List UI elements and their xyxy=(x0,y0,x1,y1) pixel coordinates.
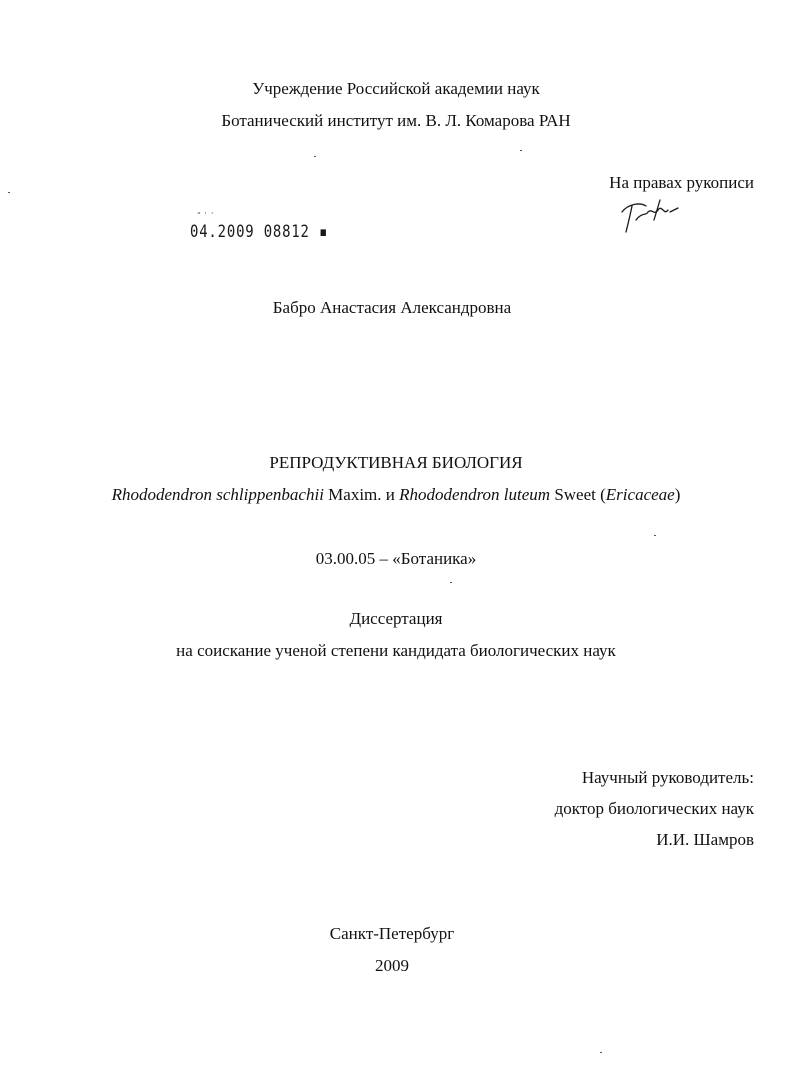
family-name: Ericaceae xyxy=(605,485,675,504)
supervisor-label: Научный руководитель: xyxy=(581,768,754,787)
signature-icon xyxy=(618,190,698,240)
city: Санкт-Петербург xyxy=(329,924,455,943)
supervisor-degree: доктор биологических наук xyxy=(554,799,754,818)
institution-line-1: Учреждение Российской академии наук xyxy=(252,79,540,98)
family-paren-open: ( xyxy=(600,485,606,504)
institution-line-2: Ботанический институт им. В. Л. Комарова РАН xyxy=(221,111,571,130)
scan-speck xyxy=(8,192,10,193)
scan-speck xyxy=(314,156,316,157)
species-2-author: Sweet xyxy=(554,485,596,504)
conjunction: и xyxy=(385,485,395,504)
author-name: Бабро Анастасия Александровна xyxy=(272,298,512,317)
registry-stamp-number: 04.2009 08812 xyxy=(190,222,310,242)
dissertation-title: РЕПРОДУКТИВНАЯ БИОЛОГИЯ xyxy=(269,453,523,472)
stamp-mark: ▪ xyxy=(309,222,329,242)
dissertation-label: Диссертация xyxy=(349,609,443,628)
stamp-dots: ˘˙˙ xyxy=(196,212,217,223)
year: 2009 xyxy=(375,956,409,975)
species-subtitle xyxy=(0,484,792,506)
scan-speck xyxy=(654,535,656,536)
registry-stamp xyxy=(190,212,329,242)
scan-speck xyxy=(450,582,452,583)
degree-purpose: на соискание ученой степени кандидата биологических наук xyxy=(176,641,616,660)
specialty-code: 03.00.05 – «Ботаника» xyxy=(315,549,477,568)
species-1-author: Maxim. xyxy=(328,485,382,504)
scan-speck xyxy=(520,150,522,151)
family-paren-close: ) xyxy=(674,485,681,504)
supervisor-name: И.И. Шамров xyxy=(656,830,754,849)
species-1-name: Rhododendron schlippenbachii xyxy=(111,485,324,504)
manuscript-rights: На правах рукописи xyxy=(609,173,754,192)
scan-speck xyxy=(600,1052,602,1053)
species-2-name: Rhododendron luteum xyxy=(399,485,551,504)
